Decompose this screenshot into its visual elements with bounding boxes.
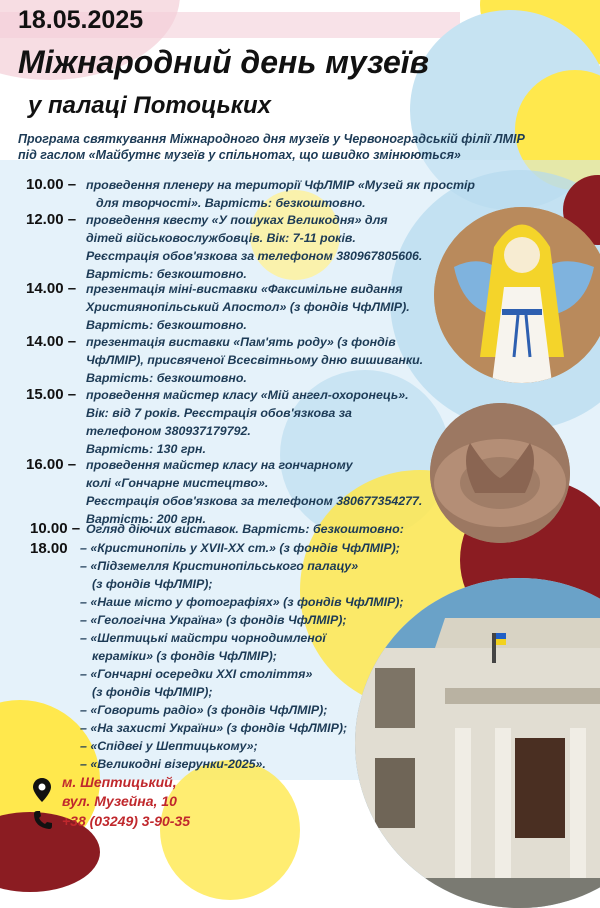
phone-icon <box>33 810 53 835</box>
angel-doll-photo <box>434 207 600 383</box>
pottery-wheel-photo <box>430 403 570 543</box>
exhibition-item: – «Кристинопіль у XVII-XX ст.» (з фондів ЧфЛМІР); <box>80 541 400 555</box>
exhibition-item: – «На захисті України» (з фондів ЧфЛМІР); <box>80 721 348 735</box>
page-subtitle: у палаці Потоцьких <box>28 92 271 119</box>
event-time: 14.00 – <box>26 280 77 297</box>
event-time: 10.00 – <box>30 520 81 537</box>
event-line: проведення квесту «У пошуках Великодня» для <box>86 213 388 227</box>
event-time: 10.00 – <box>26 176 77 193</box>
event-line: Реєстрація обов'язкова за телефоном 380967805606. <box>86 249 423 263</box>
event-line: колі «Гончарне мистецтво». <box>86 476 269 490</box>
event-date: 18.05.2025 <box>18 6 144 34</box>
event-line: Вартість: 130 грн. <box>86 442 206 456</box>
address-street: вул. Музейна, 10 <box>62 793 177 809</box>
exhibition-item: – «Спідвеі у Шептицькому»; <box>80 739 258 753</box>
exhibition-item: – «Гончарні осередки XXI століття» <box>80 667 313 681</box>
exhibition-item: кераміки» (з фондів ЧфЛМІР); <box>92 649 277 663</box>
exhibition-item: – «Шептицькі майстри чорнодимленої <box>80 631 326 645</box>
event-line: для творчості». Вартість: безкоштовно. <box>96 196 366 210</box>
contact-footer <box>0 770 600 848</box>
event-line: Вартість: безкоштовно. <box>86 371 247 385</box>
event-line: ЧфЛМІР), присвяченої Всесвітньому дню вишиванки. <box>86 353 424 367</box>
exhibition-item: (з фондів ЧфЛМІР); <box>92 685 213 699</box>
event-line: Християнопільський Апостол» (з фондів ЧфЛМІР). <box>86 300 410 314</box>
event-line: Вік: від 7 років. Реєстрація обов'язкова за <box>86 406 352 420</box>
exhibition-item: – «Говорить радіо» (з фондів ЧфЛМІР); <box>80 703 328 717</box>
exhibition-item: – «Геологічна Україна» (з фондів ЧфЛМІР); <box>80 613 347 627</box>
event-description <box>86 456 422 528</box>
event-description <box>86 280 410 334</box>
address-city: м. Шептицький, <box>62 774 177 790</box>
program-intro <box>18 131 583 163</box>
event-line: Вартість: 200 грн. <box>86 512 206 526</box>
event-line: Реєстрація обов'язкова за телефоном 380677354277. <box>86 494 423 508</box>
exhibition-item: – «Наше місто у фотографіях» (з фондів ЧфЛМІР); <box>80 595 404 609</box>
event-line: Вартість: безкоштовно. <box>86 267 247 281</box>
exhibitions-intro <box>86 520 404 538</box>
event-description <box>86 176 475 212</box>
intro-line: під гаслом «Майбутнє музеїв у спільнотах, що швидко змінюються» <box>18 148 461 162</box>
event-line: телефоном 380937179792. <box>86 424 251 438</box>
event-line: презентація міні-виставки «Факсимільне видання <box>86 282 403 296</box>
event-time: 15.00 – <box>26 386 77 403</box>
exhibition-item: – «Великодні візерунки-2025». <box>80 757 266 771</box>
contact-phone[interactable]: +38 (03249) 3-90-35 <box>62 813 191 829</box>
event-time: 16.00 – <box>26 456 77 473</box>
location-pin-icon <box>33 778 51 807</box>
event-line: презентація виставки «Пам'ять роду» (з фондів <box>86 335 396 349</box>
event-time-end: 18.00 <box>30 540 68 557</box>
exhibitions-list <box>80 539 404 773</box>
event-line: проведення майстер класу «Мій ангел-охоронець». <box>86 388 409 402</box>
event-description <box>86 211 422 283</box>
intro-line: Програма святкування Міжнародного дня музеїв у Червоноградській філії ЛМІР <box>18 132 525 146</box>
event-line: проведення майстер класу на гончарному <box>86 458 353 472</box>
page-title: Міжнародний день музеїв <box>18 44 429 80</box>
event-line: дітей військовослужбовців. Вік: 7-11 років. <box>86 231 356 245</box>
event-line: проведення пленеру на території ЧфЛМІР «Музей як простір <box>86 178 475 192</box>
event-description <box>86 386 409 458</box>
event-line: Вартість: безкоштовно. <box>86 318 247 332</box>
event-line: Огляд діючих виставок. Вартість: безкоштовно: <box>86 522 404 536</box>
event-time: 12.00 – <box>26 211 77 228</box>
event-time: 14.00 – <box>26 333 77 350</box>
event-description <box>86 333 423 387</box>
exhibition-item: – «Підземелля Кристинопільського палацу» <box>80 559 359 573</box>
exhibition-item: (з фондів ЧфЛМІР); <box>92 577 213 591</box>
